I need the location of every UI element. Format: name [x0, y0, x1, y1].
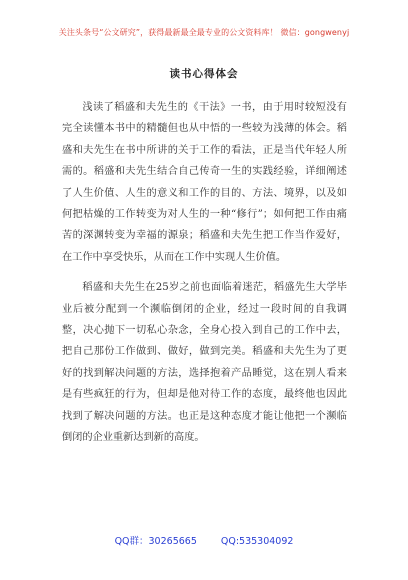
qq-group-number: QQ群：30265665	[114, 536, 197, 547]
footer-contact	[0, 533, 408, 547]
paragraph: 浅读了稻盛和夫先生的《干法》一书，由于用时较短没有完全读懂本书中的精髓但也从中悟的一些较为浅薄的体会。稻盛和夫先生在书中所讲的关于工作的看法，正是当代年轻人所需的。稻盛和夫先生结合自己传奇一生的实践经验，详细阐述了人生价值、人生的意义和工作的目的、方法、境界，以及如何把枯燥的工作转变为对人生的一种“修行”；如何把工作由痛苦的深渊转变为幸福的源泉；稻盛和夫先生把工作当作爱好，在工作中享受快乐，从而在工作中实现人生价值。	[62, 102, 347, 263]
document-body	[62, 97, 347, 449]
qq-number: QQ:535304092	[220, 536, 294, 547]
header-promo-note: 关注头条号“公文研究”，获得最新最全最专业的公文资料库！ 微信：gongwenyj	[58, 28, 350, 37]
document-title: 读书心得体会	[169, 68, 239, 80]
paragraph: 稻盛和夫先生在25岁之前也面临着迷茫，稻盛先生大学毕业后被分配到一个濒临倒闭的企业，经过一段时间的自我调整，决心抛下一切私心杂念，全身心投入到自己的工作中去，把自己那份工作做到、做好，做到完美。稻盛和夫先生为了更好的找到解决问题的方法，选择抱着产品睡觉，这在别人看来是有些疯狂的行为，但却是他对待工作的态度，最终他也因此找到了解决问题的方法。也正是这种态度才能让他把一个濒临倒闭的企业重新达到新的高度。	[62, 282, 347, 444]
